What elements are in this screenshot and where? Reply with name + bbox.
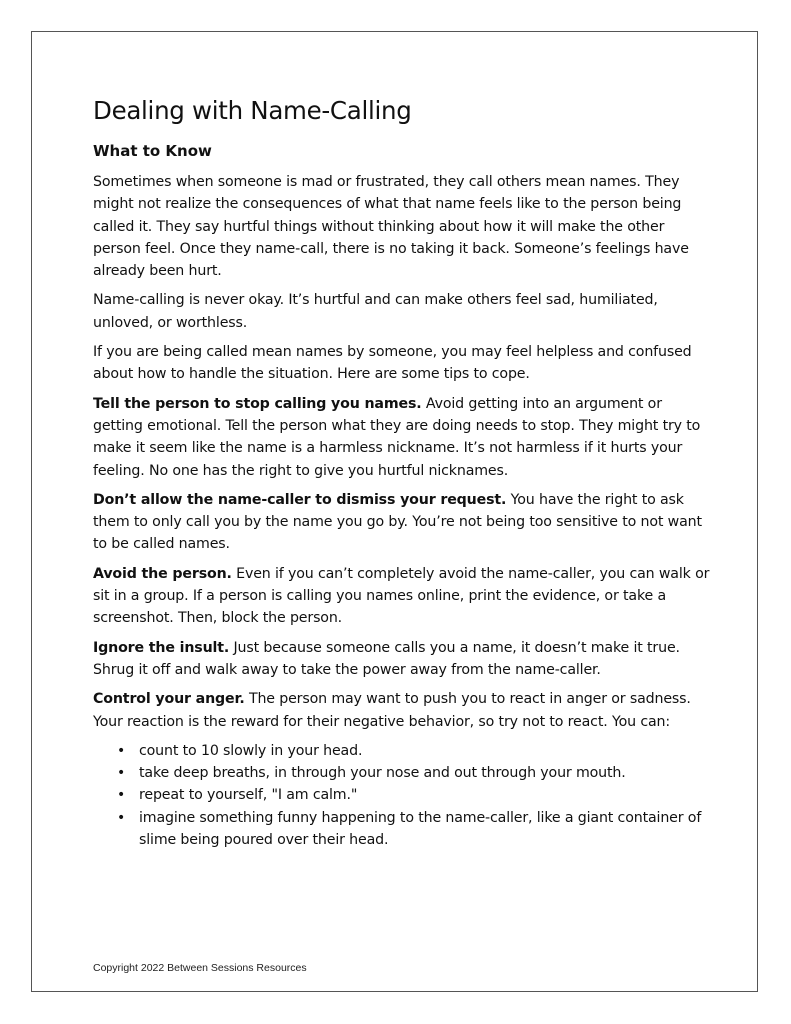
list-item-text: imagine something funny happening to the name-caller, like a giant container of slime being poured over their head.	[139, 809, 702, 849]
list-item-text: take deep breaths, in through your nose and out through your mouth.	[139, 765, 626, 782]
tip-text: Just because someone calls you a name, it doesn’t make it true. Shrug it off and walk away to take the power away from the name-caller.	[93, 639, 680, 678]
document-body	[93, 96, 713, 851]
coping-list	[93, 740, 713, 851]
tip-heading: Tell the person to stop calling you names.	[93, 395, 422, 412]
tip-heading: Ignore the insult.	[93, 639, 230, 656]
bullet-icon: •	[117, 742, 126, 759]
tip-paragraph	[93, 637, 713, 682]
tip-text: Even if you can’t completely avoid the name-caller, you can walk or sit in a group. If a person is calling you names online, print the evidence, or take a screenshot. Then, block the person.	[93, 565, 710, 627]
list-item	[117, 740, 713, 762]
bullet-icon: •	[117, 809, 126, 826]
intro-paragraph: Name-calling is never okay. It’s hurtful and can make others feel sad, humiliated, unloved, or worthless.	[93, 292, 658, 331]
tip-heading: Control your anger.	[93, 691, 245, 708]
tip-paragraph	[93, 688, 713, 733]
tip-text: The person may want to push you to react in anger or sadness. Your reaction is the reward for their negative behavior, so try not to react. You can:	[93, 691, 691, 730]
intro-paragraph: If you are being called mean names by someone, you may feel helpless and confused about how to handle the situation. Here are some tips to cope.	[93, 344, 692, 383]
tip-text: Avoid getting into an argument or getting emotional. Tell the person what they are doing needs to stop. They might try to make it seem like the name is a harmless nickname. It’s not harmless if it hurts your feeling. No one has the right to give you hurtful nicknames.	[93, 395, 701, 479]
tip-paragraph	[93, 563, 713, 630]
list-item	[117, 762, 713, 784]
list-item-text: repeat to yourself, "I am calm."	[139, 787, 358, 804]
section-heading: What to Know	[93, 142, 212, 160]
intro-paragraph: Sometimes when someone is mad or frustrated, they call others mean names. They might not realize the consequences of what that name feels like to the person being called it. They say hurtful things without thinking about how it will make the other person feel. Once they name-call, there is no taking it back. Someone’s feelings have already been hurt.	[93, 174, 689, 280]
bullet-icon: •	[117, 787, 126, 804]
tip-heading: Avoid the person.	[93, 565, 232, 582]
list-item-text: count to 10 slowly in your head.	[139, 742, 363, 759]
tip-text: You have the right to ask them to only call you by the name you go by. You’re not being too sensitive to not want to be called names.	[93, 491, 702, 553]
bullet-icon: •	[117, 765, 126, 782]
tip-paragraph	[93, 489, 713, 556]
copyright-footer: Copyright 2022 Between Sessions Resources	[93, 962, 307, 974]
tip-paragraph	[93, 393, 713, 482]
list-item	[117, 807, 713, 852]
tip-heading: Don’t allow the name-caller to dismiss your request.	[93, 491, 507, 508]
list-item	[117, 784, 713, 806]
page-title: Dealing with Name-Calling	[93, 96, 412, 125]
